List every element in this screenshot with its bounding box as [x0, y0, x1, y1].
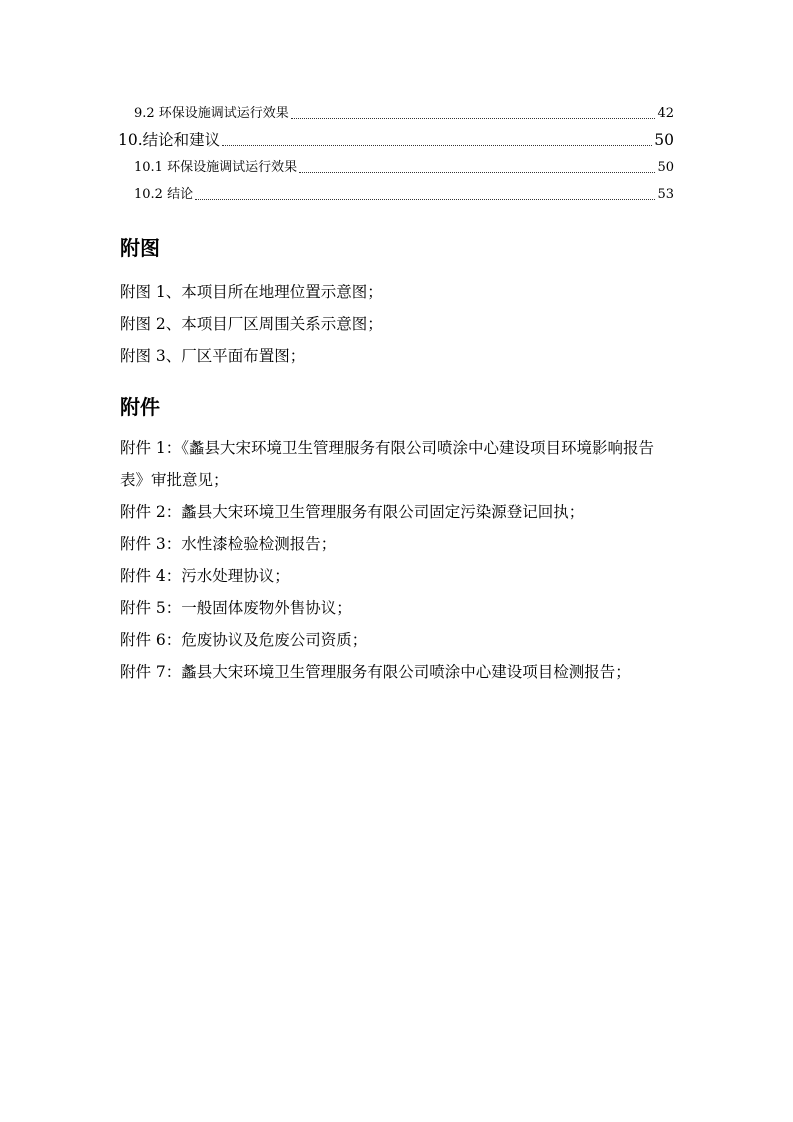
toc-entry-page: 42 [657, 106, 674, 121]
toc-leader-dots [299, 171, 655, 173]
toc-entry-page: 50 [654, 131, 674, 149]
toc-entry[interactable] [118, 154, 674, 181]
figures-list [120, 276, 676, 372]
attachment-item: 附件 3：水性漆检验检测报告； [120, 535, 337, 553]
attachment-item: 附件 4：污水处理协议； [120, 567, 290, 585]
attachment-item: 附件 7：蠡县大宋环境卫生管理服务有限公司喷涂中心建设项目检测报告； [120, 663, 631, 681]
table-of-contents [118, 100, 674, 208]
attachment-item: 附件 1：《蠡县大宋环境卫生管理服务有限公司喷涂中心建设项目环境影响报告表》审批意见； [120, 439, 655, 489]
attachment-item: 附件 2：蠡县大宋环境卫生管理服务有限公司固定污染源登记回执； [120, 503, 585, 521]
toc-leader-dots [291, 117, 656, 119]
toc-leader-dots [222, 144, 652, 146]
toc-entry-title: 9.2 环保设施调试运行效果 [134, 106, 289, 121]
attachments-list [120, 432, 676, 688]
toc-leader-dots [195, 198, 655, 200]
figure-item: 附图 3、厂区平面布置图； [120, 347, 306, 365]
figure-item: 附图 2、本项目厂区周围关系示意图； [120, 315, 383, 333]
toc-entry-title: 10.结论和建议 [118, 131, 221, 149]
attachment-item: 附件 5：一般固体废物外售协议； [120, 599, 352, 617]
toc-entry[interactable] [118, 127, 674, 154]
toc-entry-page: 50 [657, 160, 674, 175]
figures-heading: 附图 [120, 236, 160, 260]
toc-entry-page: 53 [657, 187, 674, 202]
attachment-item: 附件 6：危废协议及危废公司资质； [120, 631, 368, 649]
toc-entry-title: 10.1 环保设施调试运行效果 [134, 160, 298, 175]
toc-entry[interactable] [118, 181, 674, 208]
toc-entry-title: 10.2 结论 [134, 187, 194, 202]
toc-entry[interactable] [118, 100, 674, 127]
attachments-heading: 附件 [120, 395, 160, 419]
figure-item: 附图 1、本项目所在地理位置示意图； [120, 283, 383, 301]
